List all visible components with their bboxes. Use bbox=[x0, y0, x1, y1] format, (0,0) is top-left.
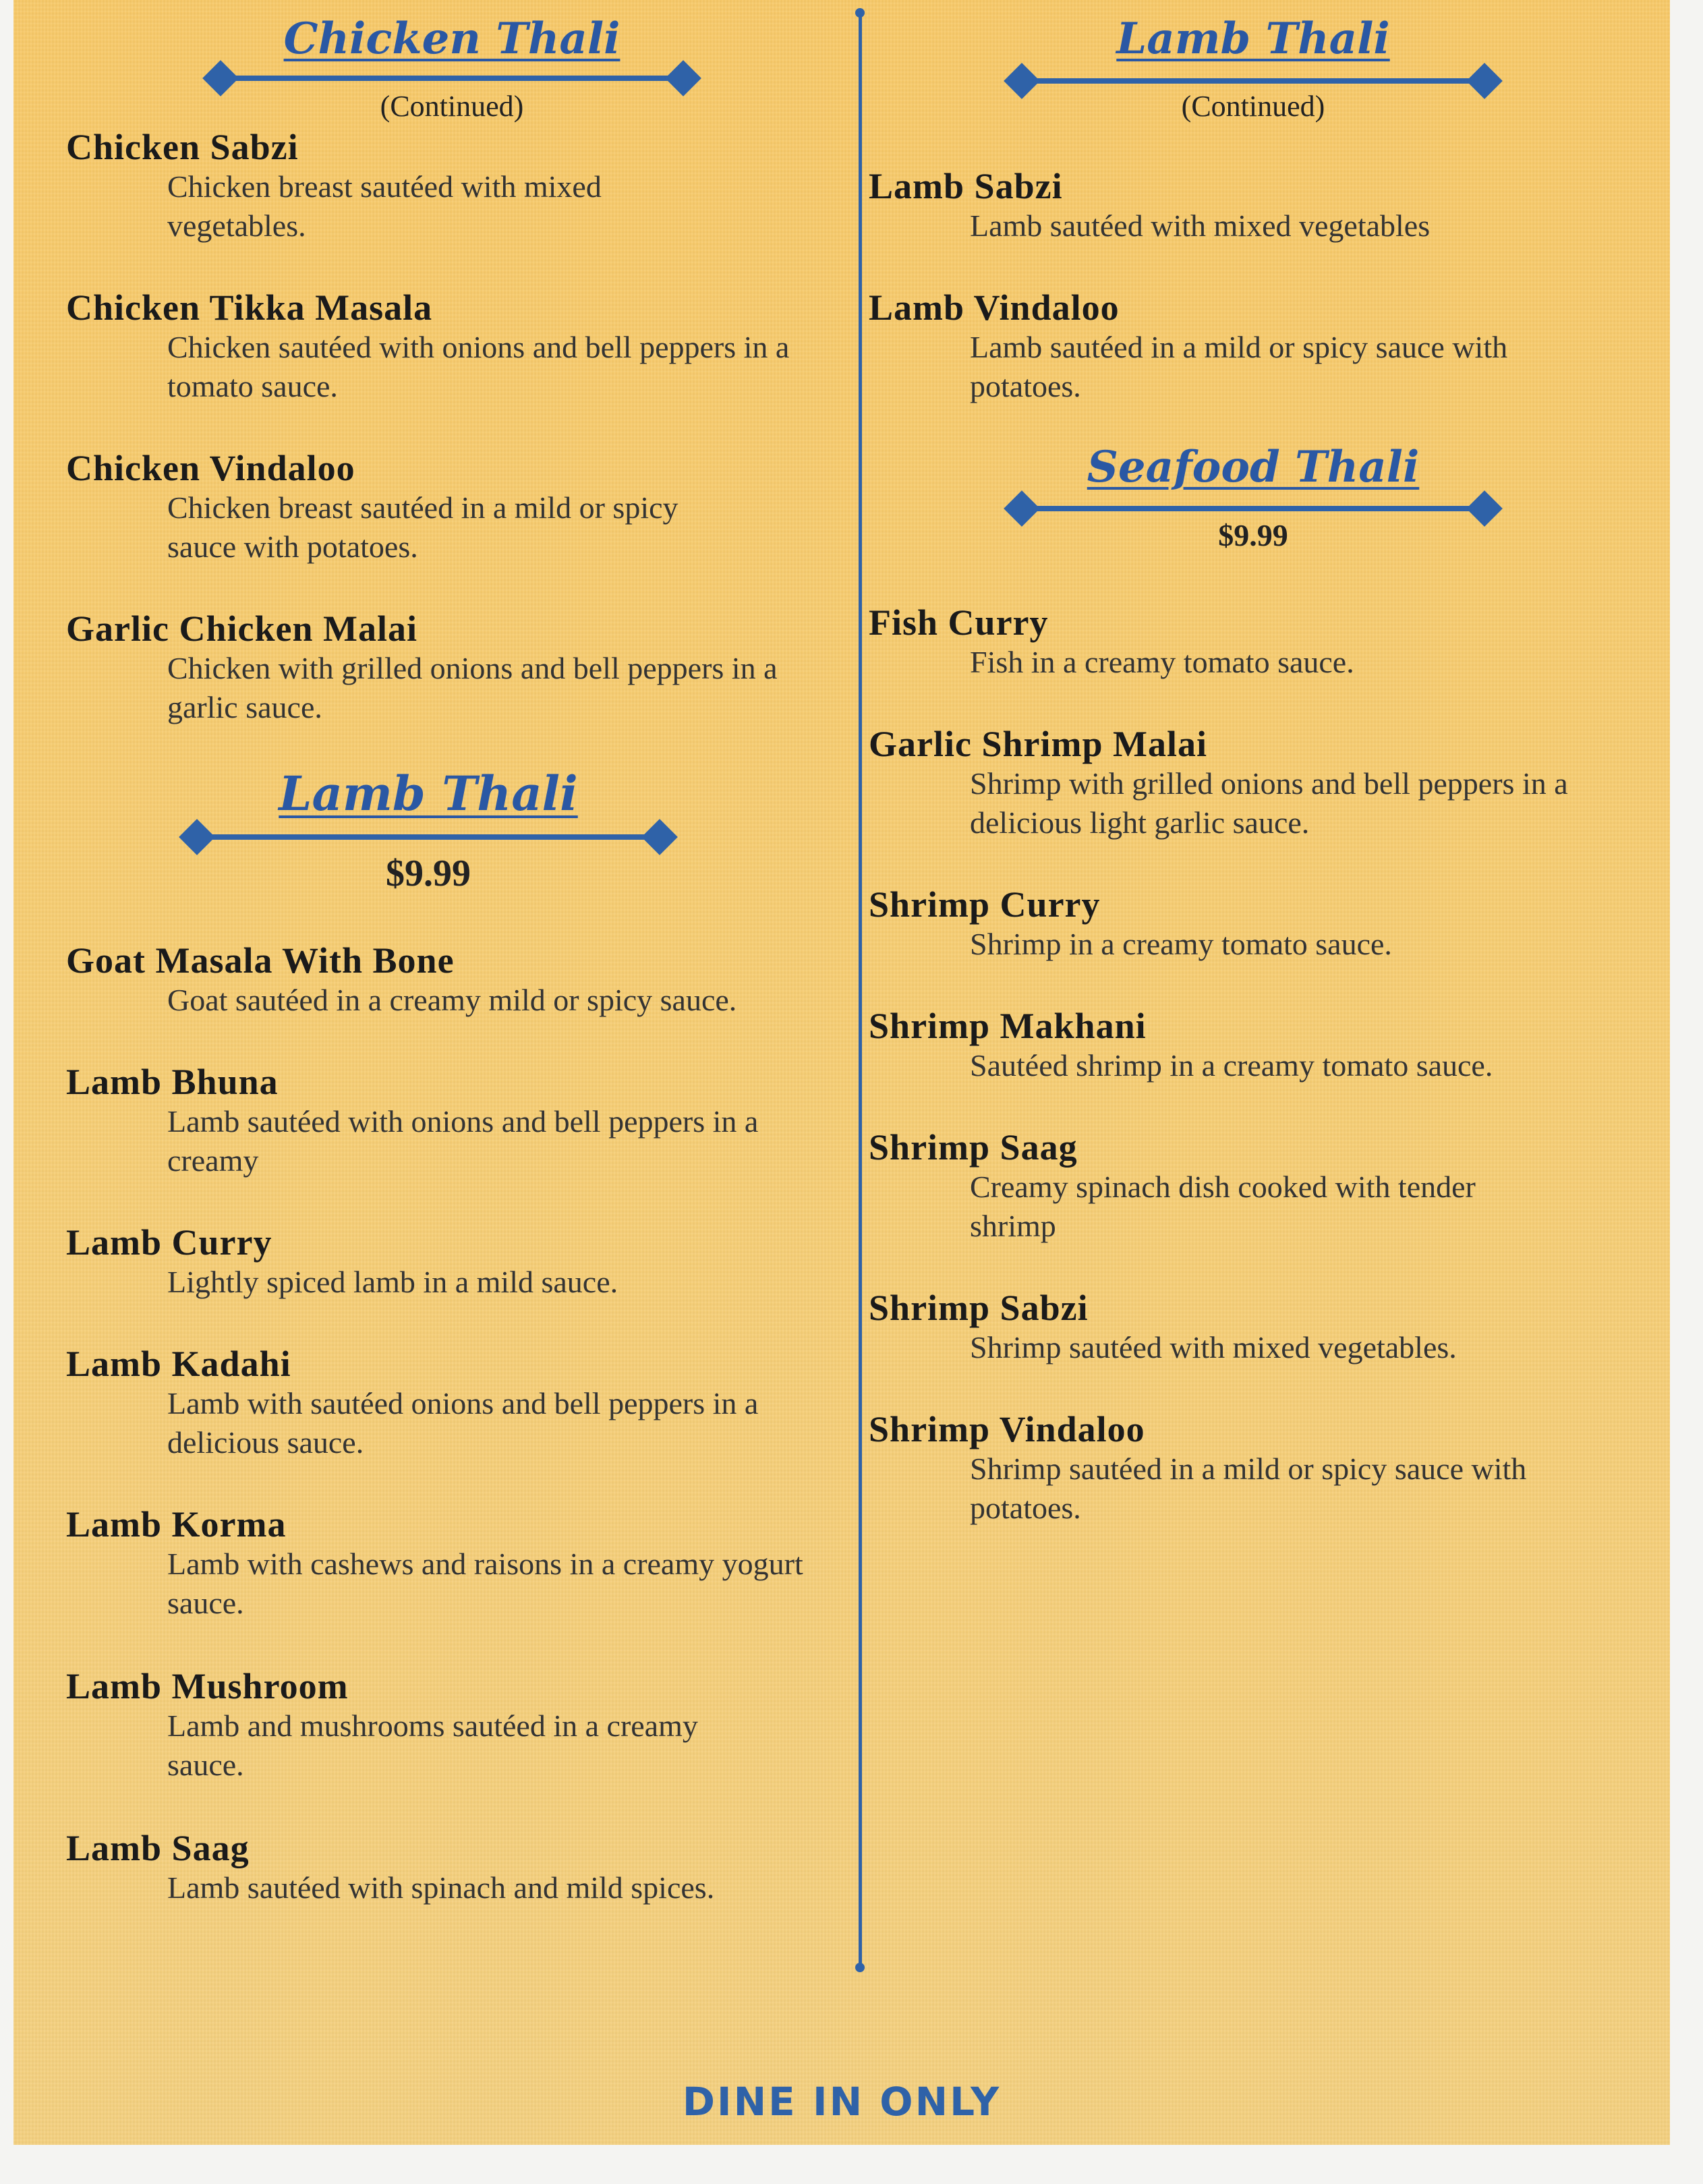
dine-in-only-notice: DINE IN ONLY bbox=[682, 2079, 1002, 2125]
item-description: Sautéed shrimp in a creamy tomato sauce. bbox=[970, 1048, 1493, 1083]
item-description: Chicken breast sautéed with mixed vegetables. bbox=[167, 169, 602, 243]
section-header-lamb-thali bbox=[172, 766, 685, 894]
menu-item bbox=[869, 166, 1611, 246]
menu-item bbox=[66, 1344, 808, 1462]
menu-item bbox=[66, 287, 808, 406]
item-name: Shrimp Curry bbox=[869, 884, 1101, 925]
section-title: Seafood Thali bbox=[1087, 442, 1420, 492]
item-name: Lamb Saag bbox=[66, 1828, 250, 1868]
item-description: Shrimp in a creamy tomato sauce. bbox=[970, 927, 1392, 961]
item-name: Shrimp Sabzi bbox=[869, 1288, 1089, 1328]
menu-item bbox=[66, 1828, 808, 1907]
menu-item bbox=[869, 602, 1611, 682]
section-header-lamb-thali-continued bbox=[997, 13, 1509, 121]
item-name: Chicken Sabzi bbox=[66, 127, 299, 167]
menu-item bbox=[869, 1288, 1611, 1367]
item-description: Goat sautéed in a creamy mild or spicy sauce. bbox=[167, 983, 737, 1017]
item-name: Shrimp Makhani bbox=[869, 1006, 1147, 1046]
column-divider bbox=[859, 12, 862, 1968]
item-description: Chicken with grilled onions and bell peppers in a garlic sauce. bbox=[167, 651, 778, 724]
item-name: Lamb Bhuna bbox=[66, 1062, 279, 1102]
section-subtitle: (Continued) bbox=[1181, 90, 1325, 123]
diamond-ornament-right bbox=[641, 819, 678, 855]
menu-item bbox=[66, 940, 808, 1020]
item-name: Lamb Curry bbox=[66, 1222, 272, 1263]
menu-item bbox=[869, 287, 1611, 406]
item-description: Lamb sautéed in a mild or spicy sauce with potatoes. bbox=[970, 330, 1508, 403]
section-header-seafood-thali bbox=[997, 442, 1509, 550]
menu-item bbox=[869, 884, 1611, 964]
item-name: Garlic Chicken Malai bbox=[66, 608, 417, 649]
item-name: Shrimp Vindaloo bbox=[869, 1409, 1145, 1449]
menu-item bbox=[66, 1666, 761, 1785]
menu-item bbox=[66, 127, 653, 246]
item-name: Lamb Mushroom bbox=[66, 1666, 349, 1706]
menu-item bbox=[66, 1062, 808, 1180]
section-price: $9.99 bbox=[1218, 518, 1288, 552]
item-name: Lamb Sabzi bbox=[869, 166, 1063, 206]
item-description: Fish in a creamy tomato sauce. bbox=[970, 645, 1354, 679]
item-description: Shrimp sautéed with mixed vegetables. bbox=[970, 1330, 1457, 1364]
section-title: Chicken Thali bbox=[283, 13, 620, 64]
menu-item bbox=[66, 608, 795, 727]
section-header-chicken-thali bbox=[196, 13, 708, 121]
item-description: Lamb sautéed with mixed vegetables bbox=[970, 208, 1431, 243]
item-name: Fish Curry bbox=[869, 602, 1049, 643]
item-name: Garlic Shrimp Malai bbox=[869, 724, 1207, 764]
menu-item bbox=[66, 1222, 808, 1302]
item-description: Chicken breast sautéed in a mild or spicy sauce with potatoes. bbox=[167, 490, 679, 564]
item-name: Lamb Kadahi bbox=[66, 1344, 291, 1384]
item-description: Shrimp sautéed in a mild or spicy sauce with potatoes. bbox=[970, 1452, 1527, 1525]
item-description: Lamb with cashews and raisons in a creamy yogurt sauce. bbox=[167, 1547, 803, 1620]
item-description: Creamy spinach dish cooked with tender shrimp bbox=[970, 1170, 1476, 1243]
item-description: Lamb with sautéed onions and bell peppers in a delicious sauce. bbox=[167, 1386, 759, 1460]
menu-item bbox=[869, 724, 1611, 842]
item-name: Goat Masala With Bone bbox=[66, 940, 455, 981]
item-name: Chicken Vindaloo bbox=[66, 448, 355, 488]
item-description: Chicken sautéed with onions and bell peppers in a tomato sauce. bbox=[167, 330, 790, 403]
item-description: Shrimp with grilled onions and bell peppers in a delicious light garlic sauce. bbox=[970, 766, 1568, 840]
diamond-ornament-left bbox=[179, 819, 215, 855]
item-name: Lamb Vindaloo bbox=[869, 287, 1120, 328]
menu-item bbox=[869, 1409, 1550, 1528]
item-name: Lamb Korma bbox=[66, 1504, 287, 1545]
item-description: Lightly spiced lamb in a mild sauce. bbox=[167, 1265, 618, 1299]
section-rule bbox=[1020, 506, 1486, 511]
item-name: Chicken Tikka Masala bbox=[66, 287, 433, 328]
item-description: Lamb sautéed with onions and bell peppers in a creamy bbox=[167, 1104, 759, 1178]
section-title: Lamb Thali bbox=[1116, 13, 1390, 64]
section-rule bbox=[1020, 78, 1486, 84]
menu-item bbox=[66, 448, 747, 567]
section-title: Lamb Thali bbox=[279, 766, 578, 822]
item-name: Shrimp Saag bbox=[869, 1127, 1078, 1168]
divider-dot bbox=[855, 8, 865, 18]
section-rule bbox=[196, 834, 661, 840]
menu-item bbox=[869, 1127, 1550, 1246]
item-description: Lamb sautéed with spinach and mild spices. bbox=[167, 1870, 715, 1905]
section-subtitle: (Continued) bbox=[380, 90, 524, 123]
menu-page bbox=[13, 0, 1670, 2145]
item-description: Lamb and mushrooms sautéed in a creamy sauce. bbox=[167, 1708, 698, 1782]
divider-dot bbox=[855, 1963, 865, 1972]
section-price: $9.99 bbox=[386, 853, 471, 894]
section-rule bbox=[219, 76, 685, 81]
menu-item bbox=[869, 1006, 1611, 1085]
menu-item bbox=[66, 1504, 808, 1623]
